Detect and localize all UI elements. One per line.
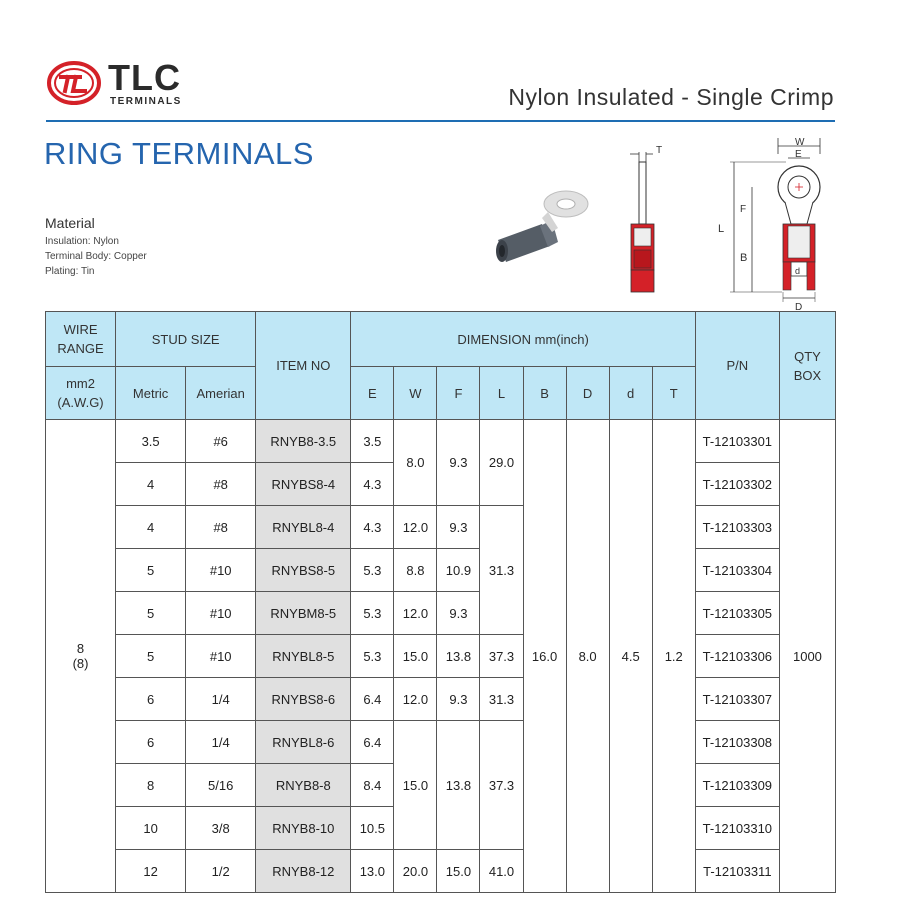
- dim-f-cell: 9.3: [437, 420, 480, 506]
- pn-cell: T-12103309: [695, 764, 779, 807]
- material-plating: Plating: Tin: [45, 266, 95, 277]
- dim-w-cell: 12.0: [394, 592, 437, 635]
- header-mm2: [46, 367, 116, 420]
- amerian-cell: #8: [186, 463, 256, 506]
- table-row: [46, 420, 836, 463]
- pn-cell: T-12103302: [695, 463, 779, 506]
- dim-l-cell: 29.0: [480, 420, 523, 506]
- header-amerian: Amerian: [186, 367, 256, 420]
- dim-e-cell: 5.3: [351, 592, 394, 635]
- header-dim-e: E: [351, 367, 394, 420]
- pn-cell: T-12103301: [695, 420, 779, 463]
- pn-cell: T-12103306: [695, 635, 779, 678]
- metric-cell: 3.5: [116, 420, 186, 463]
- dim-d-upper-cell: 8.0: [566, 420, 609, 893]
- amerian-cell: 5/16: [186, 764, 256, 807]
- item-no-cell: RNYB8-8: [256, 764, 351, 807]
- table-row: [46, 635, 836, 678]
- pn-cell: T-12103311: [695, 850, 779, 893]
- header-dimension: DIMENSION mm(inch): [351, 312, 695, 367]
- svg-text:F: F: [740, 204, 747, 215]
- metric-cell: 6: [116, 678, 186, 721]
- dim-f-cell: 9.3: [437, 678, 480, 721]
- header-stud-size: STUD SIZE: [116, 312, 256, 367]
- dim-w-cell: 15.0: [394, 721, 437, 850]
- header-pn: P/N: [695, 312, 779, 420]
- dim-w-cell: 8.0: [394, 420, 437, 506]
- dim-f-cell: 10.9: [437, 549, 480, 592]
- terminal-drawings: [490, 132, 870, 312]
- dim-w-cell: 15.0: [394, 635, 437, 678]
- dim-e-cell: 13.0: [351, 850, 394, 893]
- page-subtitle: Nylon Insulated - Single Crimp: [508, 84, 834, 110]
- dim-f-cell: 13.8: [437, 721, 480, 850]
- table-row: [46, 850, 836, 893]
- dim-w-cell: 12.0: [394, 678, 437, 721]
- amerian-cell: 1/4: [186, 678, 256, 721]
- item-no-cell: RNYBL8-6: [256, 721, 351, 764]
- header-metric: Metric: [116, 367, 186, 420]
- metric-cell: 10: [116, 807, 186, 850]
- metric-cell: 5: [116, 549, 186, 592]
- amerian-cell: 1/4: [186, 721, 256, 764]
- metric-cell: 8: [116, 764, 186, 807]
- metric-cell: 6: [116, 721, 186, 764]
- dim-w-cell: 8.8: [394, 549, 437, 592]
- header-wire-range: WIRE RANGE: [46, 312, 116, 367]
- dim-l-cell: 31.3: [480, 506, 523, 635]
- amerian-cell: #8: [186, 506, 256, 549]
- metric-cell: 12: [116, 850, 186, 893]
- dim-e-cell: 10.5: [351, 807, 394, 850]
- side-view-drawing: [630, 145, 662, 292]
- brand-logo: [46, 57, 216, 108]
- material-heading: Material: [45, 215, 95, 231]
- table-row: [46, 506, 836, 549]
- table-header: [46, 312, 836, 420]
- table-row: [46, 592, 836, 635]
- header-mm2-label: mm2: [66, 376, 95, 391]
- dim-f-cell: 9.3: [437, 506, 480, 549]
- dim-l-cell: 37.3: [480, 635, 523, 678]
- dim-l-cell: 31.3: [480, 678, 523, 721]
- brand-subtitle: TERMINALS: [110, 96, 182, 107]
- dim-e-cell: 6.4: [351, 721, 394, 764]
- item-no-cell: RNYB8-10: [256, 807, 351, 850]
- svg-text:W: W: [795, 137, 805, 148]
- pn-cell: T-12103308: [695, 721, 779, 764]
- header-dim-d-lower: d: [609, 367, 652, 420]
- brand-name: TLC: [108, 57, 181, 98]
- pn-cell: T-12103304: [695, 549, 779, 592]
- amerian-cell: #10: [186, 592, 256, 635]
- header-dim-l: L: [480, 367, 523, 420]
- tlc-logo-icon: [46, 60, 102, 106]
- svg-text:d: d: [795, 266, 801, 276]
- dim-l-cell: 37.3: [480, 721, 523, 850]
- metric-cell: 4: [116, 463, 186, 506]
- spec-table: [45, 311, 836, 893]
- dim-e-cell: 6.4: [351, 678, 394, 721]
- amerian-cell: 1/2: [186, 850, 256, 893]
- dim-b-cell: 16.0: [523, 420, 566, 893]
- pn-cell: T-12103307: [695, 678, 779, 721]
- svg-text:B: B: [740, 252, 748, 264]
- table-row: [46, 721, 836, 764]
- wire-range-mm2: 8: [76, 641, 85, 656]
- amerian-cell: #10: [186, 549, 256, 592]
- dim-f-cell: 9.3: [437, 592, 480, 635]
- wire-range-cell: [46, 420, 116, 893]
- item-no-cell: RNYBM8-5: [256, 592, 351, 635]
- metric-cell: 5: [116, 635, 186, 678]
- pn-cell: T-12103303: [695, 506, 779, 549]
- header-dim-d-upper: D: [566, 367, 609, 420]
- product-photo: [496, 191, 588, 262]
- material-section: [45, 215, 147, 279]
- item-no-cell: RNYBL8-5: [256, 635, 351, 678]
- dim-w-cell: 20.0: [394, 850, 437, 893]
- dim-e-cell: 3.5: [351, 420, 394, 463]
- wire-range-awg: (8): [72, 656, 89, 671]
- item-no-cell: RNYBS8-5: [256, 549, 351, 592]
- header-dim-f: F: [437, 367, 480, 420]
- table-row: [46, 678, 836, 721]
- dim-e-cell: 5.3: [351, 549, 394, 592]
- item-no-cell: RNYBS8-4: [256, 463, 351, 506]
- pn-cell: T-12103310: [695, 807, 779, 850]
- header-dim-b: B: [523, 367, 566, 420]
- metric-cell: 4: [116, 506, 186, 549]
- pn-cell: T-12103305: [695, 592, 779, 635]
- header-divider: [46, 120, 835, 122]
- item-no-cell: RNYBL8-4: [256, 506, 351, 549]
- amerian-cell: 3/8: [186, 807, 256, 850]
- qty-box-cell: 1000: [779, 420, 835, 893]
- dim-t-cell: 1.2: [652, 420, 695, 893]
- material-body: Terminal Body: Copper: [45, 251, 147, 262]
- amerian-cell: #10: [186, 635, 256, 678]
- metric-cell: 5: [116, 592, 186, 635]
- material-insulation: Insulation: Nylon: [45, 236, 119, 247]
- page-title: RING TERMINALS: [44, 136, 314, 171]
- svg-text:L: L: [718, 223, 725, 235]
- dim-e-cell: 4.3: [351, 506, 394, 549]
- dim-w-cell: 12.0: [394, 506, 437, 549]
- dim-l-cell: 41.0: [480, 850, 523, 893]
- item-no-cell: RNYBS8-6: [256, 678, 351, 721]
- dim-e-cell: 4.3: [351, 463, 394, 506]
- amerian-cell: #6: [186, 420, 256, 463]
- table-row: [46, 549, 836, 592]
- header-qty-box: QTY BOX: [779, 312, 835, 420]
- dim-f-cell: 15.0: [437, 850, 480, 893]
- header-dim-w: W: [394, 367, 437, 420]
- front-view-drawing: [718, 137, 820, 312]
- dim-d-lower-cell: 4.5: [609, 420, 652, 893]
- item-no-cell: RNYB8-3.5: [256, 420, 351, 463]
- header-awg-label: (A.W.G): [57, 395, 104, 410]
- header-item-no: ITEM NO: [256, 312, 351, 420]
- dim-e-cell: 5.3: [351, 635, 394, 678]
- svg-text:T: T: [656, 145, 663, 156]
- dim-f-cell: 13.8: [437, 635, 480, 678]
- item-no-cell: RNYB8-12: [256, 850, 351, 893]
- svg-text:E: E: [795, 149, 802, 160]
- svg-text:D: D: [795, 302, 803, 312]
- header-dim-t: T: [652, 367, 695, 420]
- dim-e-cell: 8.4: [351, 764, 394, 807]
- table-body: [46, 420, 836, 893]
